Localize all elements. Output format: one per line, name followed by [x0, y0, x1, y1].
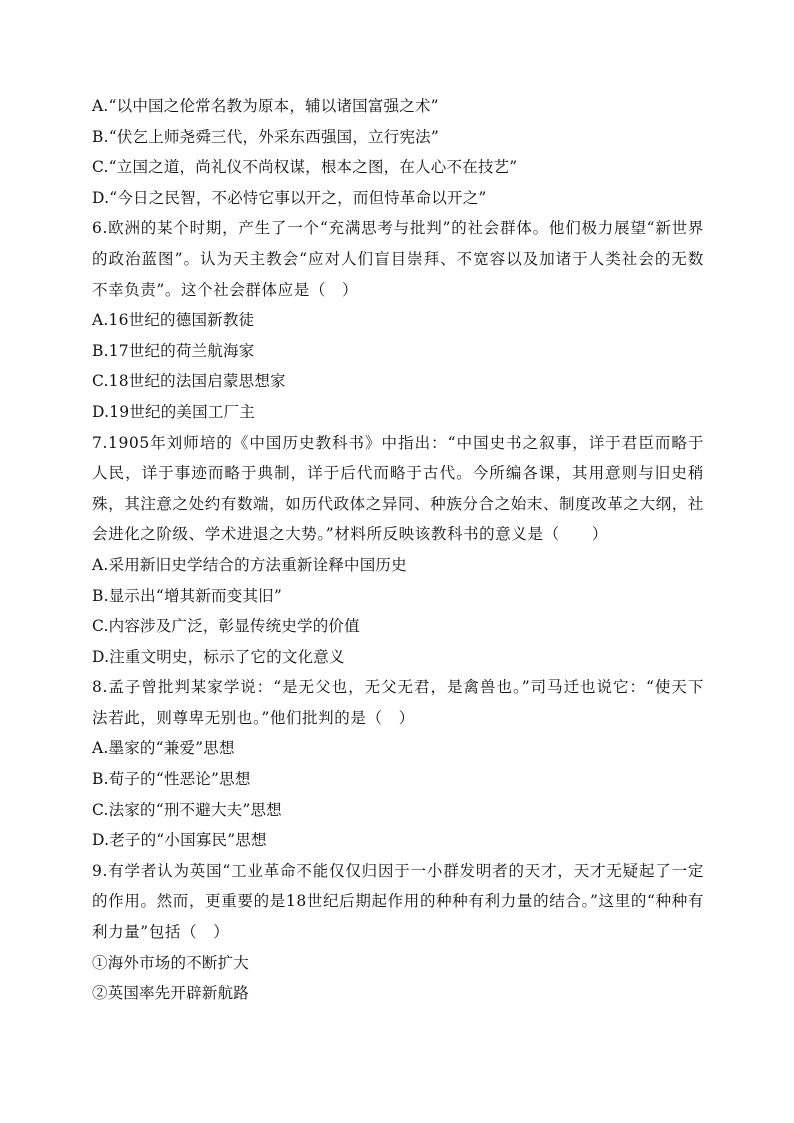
q6-option-d: D.19世纪的美国工厂主 — [92, 402, 255, 421]
q6-option-a: A.16世纪的德国新教徒 — [92, 311, 255, 330]
q9-stem: 9.有学者认为英国“工业革命不能仅仅归因于一小群发明者的天才，天才无疑起了一定的作用。然而，更重要的是18世纪后期起作用的种种有利力量的结合。”这里的“种种有利力量”包括（ ） — [92, 861, 704, 942]
q9-item-2: ②英国率先开辟新航路 — [92, 984, 250, 1003]
q8-option-a: A.墨家的“兼爱”思想 — [92, 739, 235, 758]
q7-option-b: B.显示出“增其新而变其旧” — [92, 586, 282, 605]
q8-stem: 8.孟子曾批判某家学说：“是无父也，无父无君，是禽兽也。”司马迁也说它：“使天下法若此，则尊卑无别也。”他们批判的是（ ） — [92, 678, 704, 727]
q8-option-c: C.法家的“刑不避大夫”思想 — [92, 800, 282, 819]
q6-option-c: C.18世纪的法国启蒙思想家 — [92, 372, 286, 391]
question-content — [92, 91, 704, 1009]
q6-option-b: B.17世纪的荷兰航海家 — [92, 341, 255, 360]
q8-option-b: B.荀子的“性恶论”思想 — [92, 770, 251, 789]
q7-option-c: C.内容涉及广泛，彰显传统史学的价值 — [92, 617, 360, 636]
q6-stem: 6.欧洲的某个时期，产生了一个“充满思考与批判”的社会群体。他们极力展望“新世界的政治蓝图”。认为天主教会“应对人们盲目崇拜、不宽容以及加诸于人类社会的无数不幸负责”。这个社会群体应是（ ） — [92, 219, 704, 299]
q5-option-d: D.“今日之民智，不必恃它事以开之，而但恃革命以开之” — [92, 188, 487, 207]
q8-option-d: D.老子的“小国寡民”思想 — [92, 831, 267, 850]
q9-item-1: ①海外市场的不断扩大 — [92, 953, 250, 972]
q5-option-a: A.“以中国之伦常名教为原本，辅以诸国富强之术” — [92, 97, 439, 115]
q5-option-c: C.“立国之道，尚礼仪不尚权谋，根本之图，在人心不在技艺” — [92, 158, 518, 177]
q7-option-a: A.采用新旧史学结合的方法重新诠释中国历史 — [92, 555, 407, 574]
q7-stem: 7.1905年刘师培的《中国历史教科书》中指出：“中国史书之叙事，详于君臣而略于人民，详于事迹而略于典制，详于后代而略于古代。今所编各课，其用意则与旧史稍殊，其注意之处约有数端，如历代政体之异同、种族分合之始末、制度改革之大纲，社会进化之阶级、学术进退之大势。”材料所反映该教科书的意义是（ ） — [92, 433, 704, 544]
q7-option-d: D.注重文明史，标示了它的文化意义 — [92, 647, 345, 666]
q5-option-b: B.“伏乞上师尧舜三代，外采东西强国，立行宪法” — [92, 127, 439, 146]
